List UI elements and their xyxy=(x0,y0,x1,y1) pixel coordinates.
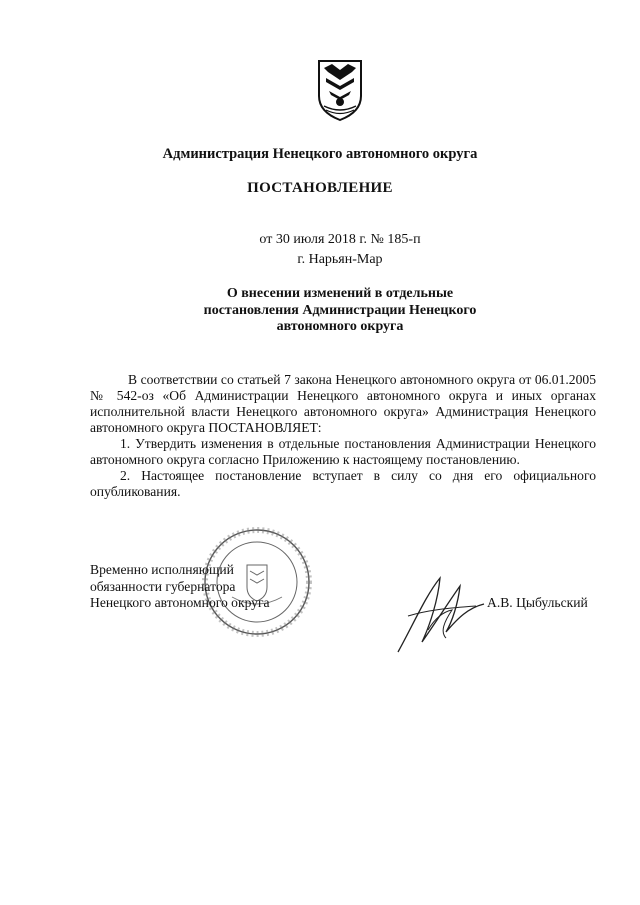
list-item: 2. Настоящее постановление вступает в силу со дня его официального опубликования. xyxy=(90,468,596,499)
document-type: ПОСТАНОВЛЕНИЕ xyxy=(247,180,393,196)
subject-line: О внесении изменений в отдельные xyxy=(226,286,454,301)
document-subject xyxy=(0,286,640,336)
subject-line: постановления Администрации Ненецкого xyxy=(203,302,477,318)
list-item: 1. Утвердить изменения в отдельные постановления Администрации Ненецкого автономного округа согласно Приложению к настоящему постановлению. xyxy=(90,436,596,467)
organization-name: Администрация Ненецкого автономного округа xyxy=(162,146,478,162)
document-body xyxy=(90,372,596,500)
signer-name: А.В. Цыбульский xyxy=(487,595,588,610)
subject-line: автономного округа xyxy=(276,319,404,334)
preamble-paragraph: В соответствии со статьей 7 закона Ненецкого автономного округа от 06.01.2005 № 542-оз «Об Администрации Ненецкого автономного округа и иных органах исполнительной власти Ненецкого автономного округа» Администрация Ненецкого автономного округа ПОСТАНОВЛЯЕТ: xyxy=(90,372,596,435)
position-line: Ненецкого автономного округа xyxy=(90,595,270,610)
handwritten-signature-icon xyxy=(388,570,498,660)
position-line: Временно исполняющий xyxy=(90,562,234,577)
position-line: обязанности губернатора xyxy=(90,578,236,594)
coat-of-arms-icon xyxy=(316,58,364,122)
place: г. Нарьян-Мар xyxy=(297,252,383,267)
date-number: от 30 июля 2018 г. № 185-п xyxy=(259,232,421,247)
signer-position xyxy=(90,562,270,612)
